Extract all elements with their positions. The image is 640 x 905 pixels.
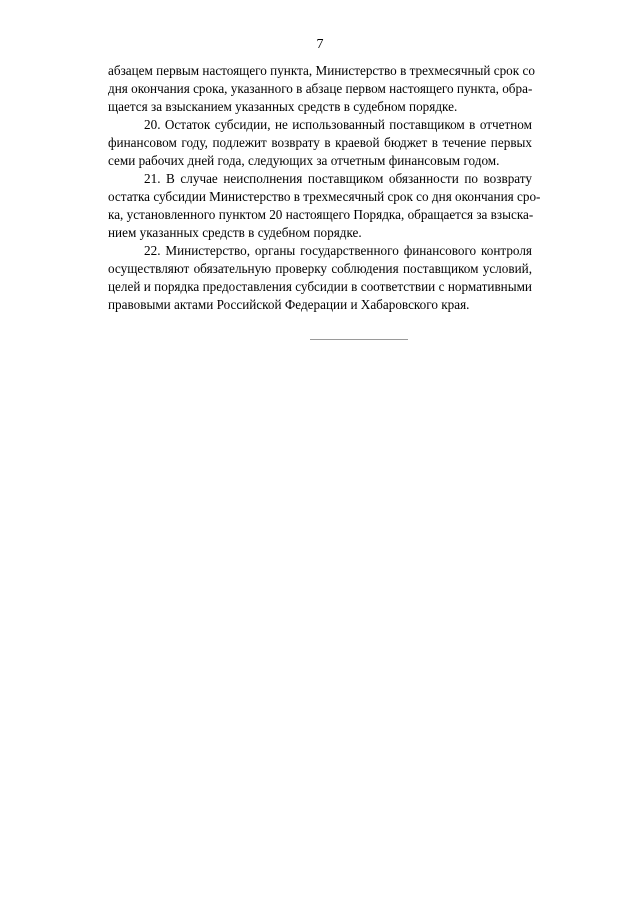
text-line: 21. В случае неисполнения поставщиком обязанности по возврату bbox=[144, 171, 532, 186]
text-line: финансовом году, подлежит возврату в краевой бюджет в течение первых bbox=[108, 135, 532, 150]
page-number: 7 bbox=[316, 37, 324, 52]
text-line: осуществляют обязательную проверку соблюдения поставщиком условий, bbox=[108, 261, 532, 276]
document-body bbox=[108, 62, 541, 314]
text-line: 20. Остаток субсидии, не использованный поставщиком в отчетном bbox=[144, 117, 532, 132]
paragraph-22 bbox=[108, 242, 532, 314]
text-line: правовыми актами Российской Федерации и Хабаровского края. bbox=[108, 297, 470, 312]
text-line: 22. Министерство, органы государственного финансового контроля bbox=[144, 243, 532, 258]
text-line: целей и порядка предоставления субсидии в соответствии с нормативными bbox=[108, 279, 532, 294]
text-line: нием указанных средств в судебном порядке. bbox=[108, 225, 362, 240]
text-line: щается за взысканием указанных средств в судебном порядке. bbox=[108, 99, 458, 114]
paragraph-20 bbox=[108, 116, 532, 170]
text-line: семи рабочих дней года, следующих за отчетным финансовым годом. bbox=[108, 153, 500, 168]
text-line: абзацем первым настоящего пункта, Министерство в трехмесячный срок со bbox=[108, 63, 535, 78]
text-line: ка, установленного пунктом 20 настоящего Порядка, обращается за взыска- bbox=[108, 207, 534, 222]
paragraph-21 bbox=[108, 170, 541, 242]
paragraph-continuation bbox=[108, 62, 535, 116]
end-separator-line bbox=[310, 339, 408, 340]
text-line: остатка субсидии Министерство в трехмесячный срок со дня окончания сро- bbox=[108, 189, 541, 204]
text-line: дня окончания срока, указанного в абзаце первом настоящего пункта, обра- bbox=[108, 81, 533, 96]
